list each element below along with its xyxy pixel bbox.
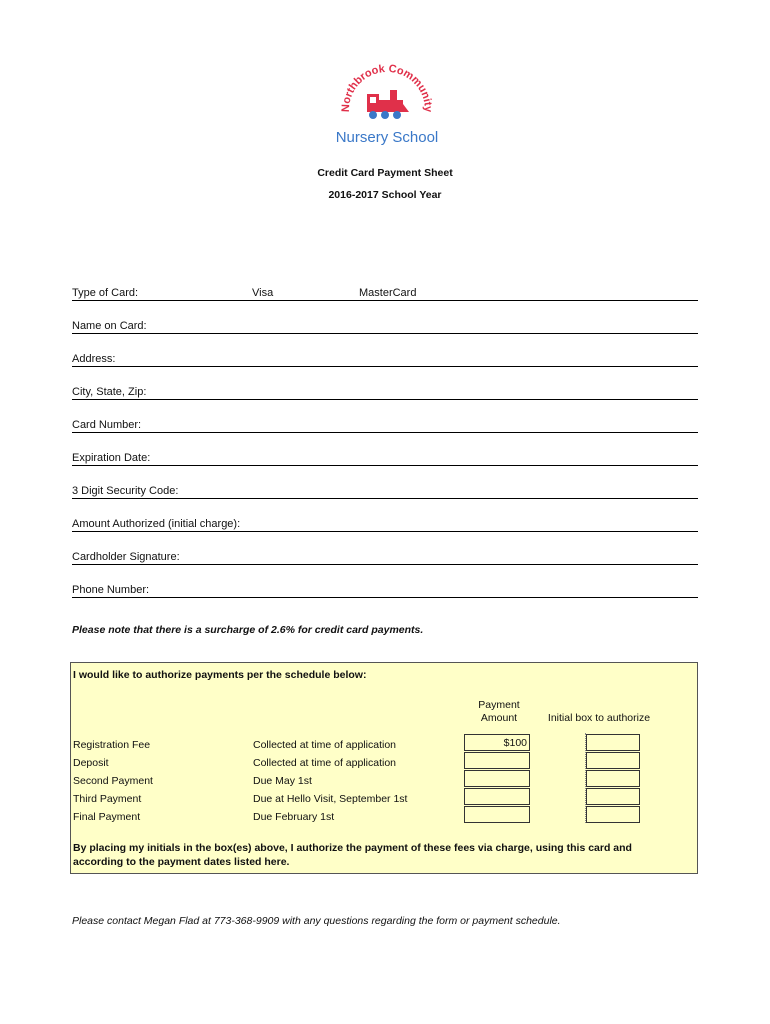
schedule-intro: I would like to authorize payments per the schedule below: [73, 669, 367, 681]
row-due: Collected at time of application [253, 757, 396, 769]
logo-arc-text: Northbrook Community [339, 62, 435, 113]
initial-box[interactable] [586, 770, 640, 787]
address-field[interactable] [72, 348, 698, 367]
initial-box[interactable] [586, 752, 640, 769]
card-number-label: Card Number: [72, 419, 142, 431]
amount-field[interactable] [72, 513, 698, 532]
amount-label: Amount Authorized (initial charge): [72, 518, 241, 530]
amount-cell[interactable] [464, 806, 530, 823]
visa-option[interactable]: Visa [252, 287, 274, 299]
card-type-field[interactable] [72, 282, 698, 301]
page-subtitle: 2016-2017 School Year [328, 189, 442, 201]
row-label: Deposit [73, 757, 109, 769]
page-title: Credit Card Payment Sheet [317, 167, 453, 179]
signature-field[interactable] [72, 546, 698, 565]
row-due: Due February 1st [253, 811, 335, 823]
row-due: Due May 1st [253, 775, 312, 787]
authorization-statement: By placing my initials in the box(es) above, I authorize the payment of these fees via charge, using this card and according to the payment dates listed here. [73, 842, 632, 868]
name-field[interactable] [72, 315, 698, 334]
row-label: Registration Fee [73, 739, 151, 751]
phone-label: Phone Number: [72, 584, 150, 596]
expiration-field[interactable] [72, 447, 698, 466]
initial-box[interactable] [586, 788, 640, 805]
initial-box[interactable] [586, 734, 640, 751]
city-label: City, State, Zip: [72, 386, 147, 398]
row-label: Third Payment [73, 793, 142, 805]
payment-schedule [70, 662, 698, 874]
mastercard-option[interactable]: MasterCard [359, 287, 417, 299]
initial-box[interactable] [586, 806, 640, 823]
row-due: Collected at time of application [253, 739, 396, 751]
card-number-field[interactable] [72, 414, 698, 433]
payment-amount-header: Payment Amount [478, 699, 520, 724]
address-label: Address: [72, 353, 116, 365]
signature-label: Cardholder Signature: [72, 551, 180, 563]
row-due: Due at Hello Visit, September 1st [253, 793, 408, 805]
phone-field[interactable] [72, 579, 698, 598]
initial-header: Initial box to authorize [547, 712, 651, 724]
amount-cell[interactable] [464, 752, 530, 769]
amount-cell[interactable]: $100 [464, 734, 530, 751]
amount-cell[interactable] [464, 770, 530, 787]
surcharge-note: Please note that there is a surcharge of 2.6% for credit card payments. [72, 624, 424, 636]
school-logo [335, 50, 439, 154]
city-field[interactable] [72, 381, 698, 400]
security-code-field[interactable] [72, 480, 698, 499]
expiration-label: Expiration Date: [72, 452, 151, 464]
logo-school-text: Nursery School [335, 129, 439, 146]
contact-note: Please contact Megan Flad at 773-368-9909 with any questions regarding the form or payment schedule. [72, 915, 561, 927]
row-label: Final Payment [73, 811, 141, 823]
train-icon [367, 90, 409, 119]
row-label: Second Payment [73, 775, 153, 787]
name-label: Name on Card: [72, 320, 147, 332]
card-type-label: Type of Card: [72, 287, 139, 299]
security-code-label: 3 Digit Security Code: [72, 485, 179, 497]
amount-cell[interactable] [464, 788, 530, 805]
